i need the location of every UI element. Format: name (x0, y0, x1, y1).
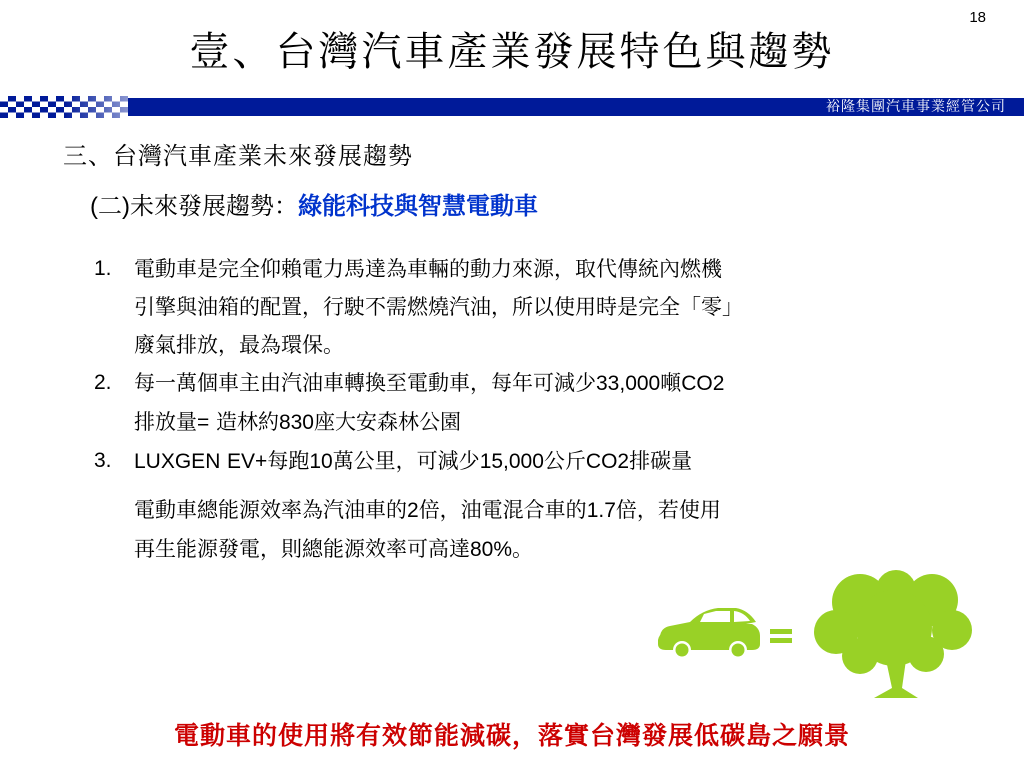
slide-title: 壹、台灣汽車產業發展特色與趨勢 (189, 29, 835, 75)
car-equals-tree-illustration (656, 570, 972, 700)
footer-message: 電動車的使用將有效節能減碳，落實台灣發展低碳島之願景 (173, 721, 850, 750)
subheading-prefix: (二) (90, 193, 130, 220)
item-line: 廢氣排放，最為環保。 (134, 333, 344, 357)
tree-icon (814, 570, 972, 698)
header-banner (0, 96, 1024, 118)
list-item (94, 442, 974, 481)
page-number: 18 (969, 9, 986, 26)
section-heading: 三、台灣汽車產業未來發展趨勢 (63, 142, 413, 170)
subheading-label: 未來發展趨勢： (129, 192, 298, 220)
extra-line: 再生能源發電，則總能源效率可高達80%。 (134, 537, 534, 561)
item-number: 3. (94, 449, 112, 472)
list-item (94, 250, 974, 364)
extra-paragraph (134, 491, 974, 569)
subheading (90, 186, 538, 221)
equals-icon (770, 629, 792, 643)
item-line: 排放量= 造林約830座大安森林公園 (134, 410, 461, 434)
company-name: 裕隆集團汽車事業經管公司 (826, 99, 1006, 115)
item-number: 2. (94, 371, 112, 394)
bullet-list (94, 250, 974, 569)
item-line: 引擎與油箱的配置，行駛不需燃燒汽油，所以使用時是完全「零」 (134, 295, 743, 319)
item-line: LUXGEN EV+每跑10萬公里，可減少15,000公斤CO2排碳量 (134, 449, 693, 473)
item-line: 每一萬個車主由汽油車轉換至電動車，每年可減少33,000噸CO2 (134, 371, 725, 395)
list-item (94, 364, 974, 442)
item-number: 1. (94, 257, 112, 280)
extra-line: 電動車總能源效率為汽油車的2倍，油電混合車的1.7倍，若使用 (134, 498, 721, 522)
item-line: 電動車是完全仰賴電力馬達為車輛的動力來源，取代傳統內燃機 (134, 257, 722, 281)
car-icon (658, 608, 760, 659)
subheading-highlight: 綠能科技與智慧電動車 (297, 191, 538, 220)
